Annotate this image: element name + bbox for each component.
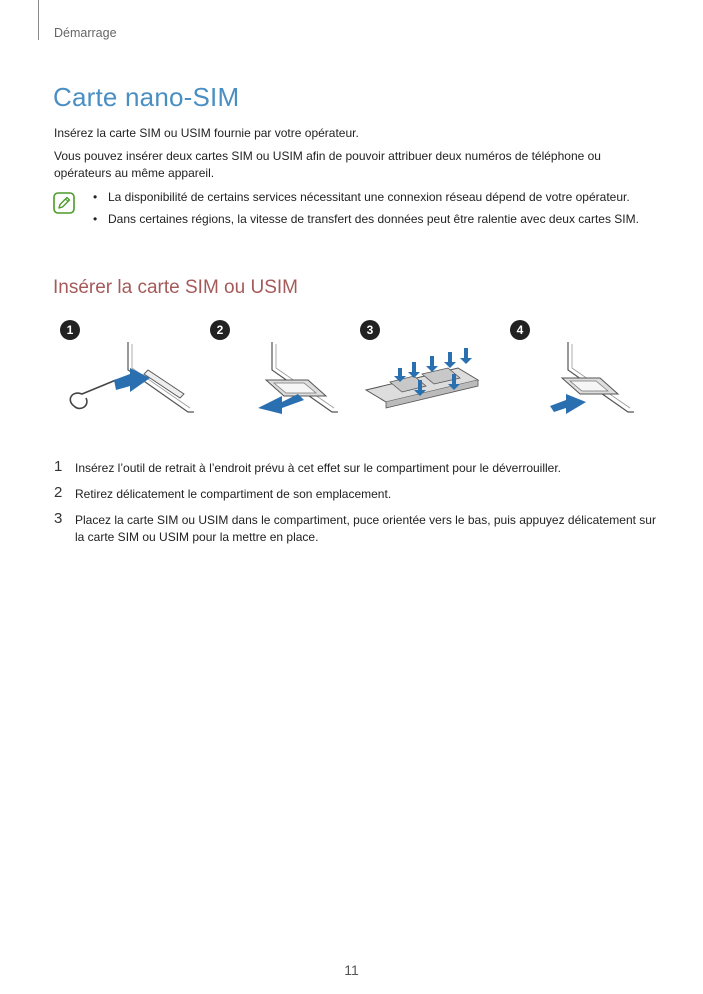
step-item (54, 486, 664, 503)
section-subtitle: Insérer la carte SIM ou USIM (53, 277, 298, 298)
notes-list (93, 189, 653, 233)
sim-insertion-figure (60, 320, 660, 425)
panel-3-illustration (366, 348, 478, 408)
step-item (54, 512, 664, 546)
figure-illustration (60, 320, 660, 425)
intro-paragraph-1: Insérez la carte SIM ou USIM fournie par votre opérateur. (54, 126, 359, 140)
step-number: 2 (54, 484, 63, 501)
note-item: • Dans certaines régions, la vitesse de transfert des données peut être ralentie avec deux cartes SIM. (93, 211, 653, 228)
figure-badge-4: 4 (510, 320, 530, 340)
panel-2-illustration (258, 342, 338, 414)
step-number: 1 (54, 458, 63, 475)
header-rule (38, 0, 39, 40)
figure-badge-2: 2 (210, 320, 230, 340)
remove-arrow-icon (258, 394, 304, 414)
page-title: Carte nano-SIM (53, 82, 240, 112)
step-text: Placez la carte SIM ou USIM dans le compartiment, puce orientée vers le bas, puis appuyez délicatement sur la carte SIM ou USIM pour la mettre en place. (75, 513, 656, 544)
panel-4-illustration (550, 342, 634, 414)
step-text: Insérez l’outil de retrait à l’endroit prévu à cet effet sur le compartiment pour le déverrouiller. (75, 461, 562, 475)
note-item: • La disponibilité de certains services nécessitant une connexion réseau dépend de votre opérateur. (93, 189, 653, 206)
intro-paragraph-2: Vous pouvez insérer deux cartes SIM ou USIM afin de pouvoir attribuer deux numéros de téléphone ou opérateurs au même appareil. (54, 149, 601, 180)
steps-list (54, 460, 664, 555)
page-number: 11 (344, 962, 359, 978)
note-pencil-icon (53, 192, 75, 214)
step-number: 3 (54, 510, 63, 527)
step-item (54, 460, 664, 477)
reinsert-arrow-icon (550, 394, 586, 414)
panel-1-illustration (70, 342, 194, 412)
step-text: Retirez délicatement le compartiment de son emplacement. (75, 487, 392, 501)
figure-badge-1: 1 (60, 320, 80, 340)
insert-arrow-icon (114, 368, 150, 392)
figure-badge-3: 3 (360, 320, 380, 340)
section-label: Démarrage (54, 26, 117, 40)
